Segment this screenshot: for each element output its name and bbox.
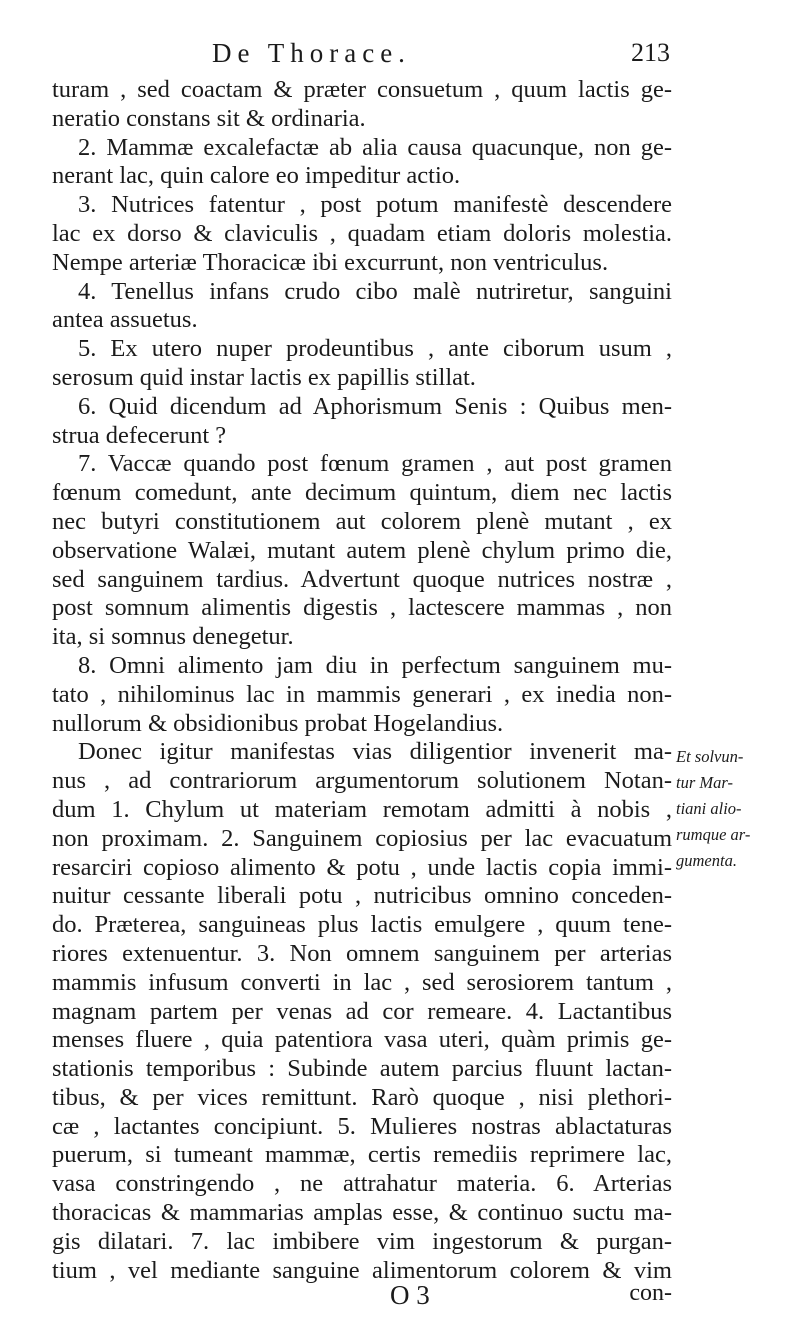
text-line: antea assuetus. [52,306,198,334]
text-line: 3. Nutrices fatentur , post potum manifestè descendere [78,191,672,219]
text-line: menses fluere , quia patentiora vasa uteri, quàm primis ge- [52,1026,672,1054]
text-line: Nempe arteriæ Thoracicæ ibi excurrunt, non ventriculus. [52,248,609,276]
marginal-note-line: tur Mar- [676,773,733,792]
page-header [52,38,670,74]
marginal-note-line: rumque ar- [676,825,751,844]
text-line: vasa constringendo , ne attrahatur materia. 6. Arterias [52,1170,672,1198]
text-line: 4. Tenellus infans crudo cibo malè nutriretur, sanguini [78,277,672,305]
text-line: cæ , lactantes concipiunt. 5. Mulieres nostras ablactaturas [52,1112,672,1140]
text-line: resarciri copioso alimento & potu , unde lactis copia immi- [52,853,672,881]
text-line: 7. Vaccæ quando post fœnum gramen , aut post gramen [78,450,672,478]
text-line: puerum, si tumeant mammæ, certis remediis reprimere lac, [52,1141,672,1169]
marginal-note-line: Et solvun- [676,747,744,766]
text-line: tato , nihilominus lac in mammis generari , ex inedia non- [52,680,672,708]
text-line: observatione Walæi, mutant autem plenè chylum primo die, [52,536,672,564]
text-line: thoracicas & mammarias amplas esse, & continuo suctu ma- [52,1199,672,1227]
text-line: nus , ad contrariorum argumentorum solutionem Notan- [52,767,672,795]
text-line: stationis temporibus : Subinde autem parcius fluunt lactan- [52,1055,672,1083]
text-line: ita, si somnus denegetur. [52,623,294,651]
text-line: sed sanguinem tardius. Advertunt quoque nutrices nostræ , [52,565,672,593]
text-line: turam , sed coactam & præter consuetum , quum lactis ge- [52,76,672,103]
text-line: strua defecerunt ? [52,421,227,449]
text-line: tibus, & per vices remittunt. Rarò quoque , nisi plethori- [52,1083,672,1111]
marginal-note [676,744,796,874]
text-line: Donec igitur manifestas vias diligentior invenerit ma- [78,738,672,766]
text-line: non proximam. 2. Sanguinem copiosius per lac evacuatum [52,824,672,852]
text-line: 2. Mammæ excalefactæ ab alia causa quacunque, non ge- [78,133,672,161]
text-line: magnam partem per venas ad cor remeare. 4. Lactantibus [52,997,672,1025]
text-line: nuitur cessante liberali potu , nutricibus omnino conceden- [52,882,672,910]
marginal-note-line: tiani alio- [676,799,742,818]
text-line: neratio constans sit & ordinaria. [52,104,366,132]
text-line: do. Præterea, sanguineas plus lactis emulgere , quum tene- [52,911,672,939]
running-title: De Thorace. [212,38,411,68]
text-line: tium , vel mediante sanguine alimentorum colorem & vim [52,1256,672,1284]
signature-mark: O 3 [390,1280,430,1310]
text-line: 6. Quid dicendum ad Aphorismum Senis : Quibus men- [78,392,672,420]
text-line: mammis infusum converti in lac , sed serosiorem tantum , [52,968,672,996]
marginal-note-line: gumenta. [676,851,737,870]
text-line: lac ex dorso & claviculis , quadam etiam doloris molestia. [52,219,672,247]
text-line: 8. Omni alimento jam diu in perfectum sanguinem mu- [78,651,672,679]
page-number: 213 [631,38,670,67]
page-footer [52,1280,672,1316]
text-line: 5. Ex utero nuper prodeuntibus , ante ciborum usum , [78,335,672,363]
text-line: nullorum & obsidionibus probat Hogelandius. [52,709,504,737]
text-line: serosum quid instar lactis ex papillis stillat. [52,363,476,391]
text-line: post somnum alimentis digestis , lactescere mammas , non [52,594,672,622]
text-line: dum 1. Chylum ut materiam remotam admitti à nobis , [52,795,672,823]
text-line: fœnum comedunt, ante decimum quintum, diem nec lactis [52,479,672,507]
text-line: riores extenuentur. 3. Non omnem sanguinem per arterias [52,939,672,967]
text-line: nec butyri constitutionem aut colorem plenè mutant , ex [52,507,672,535]
catchword: con- [629,1280,672,1306]
text-line: nerant lac, quin calore eo impeditur actio. [52,162,461,190]
body-text [52,76,672,1285]
text-line: gis dilatari. 7. lac imbibere vim ingestorum & purgan- [52,1227,672,1255]
